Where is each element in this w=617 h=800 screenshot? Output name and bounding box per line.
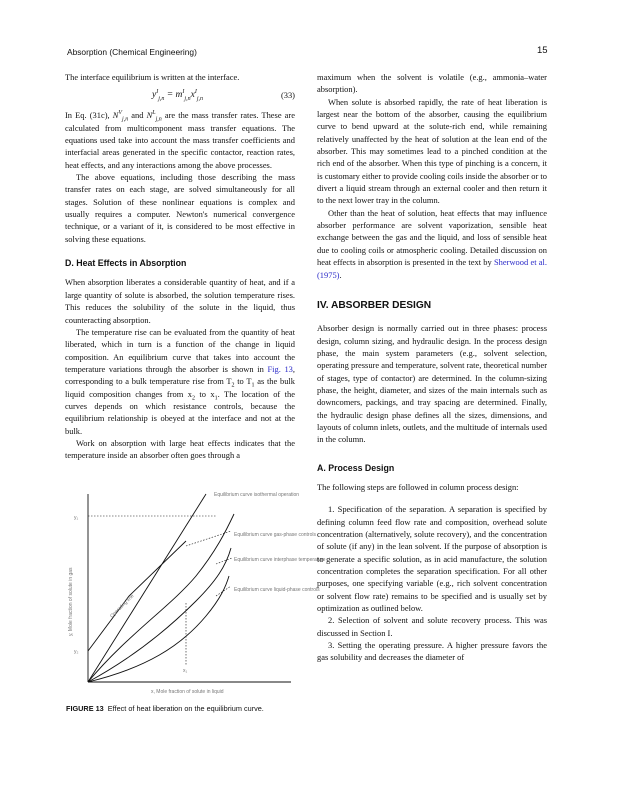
step-2: 2. Selection of solvent and solute recovery process. This was discussed in Section I.	[317, 615, 547, 638]
figure-13-diagram	[66, 486, 326, 696]
step-1: 1. Specification of the separation. A separation is specified by defining column feed flow rate and composition, overhead solute concentration (alternatively, solute recovery), and the concentration of solute (if any) in the lean solvent. If the purpose of absorption is to generate a specific solution, as in acid manufacture, the solution concentration completes the separation specification. For all other purposes, one specifying variable (e.g., rich solvent concentration or solvent flow rate) remains to be specified and is usually set by optimization as outlined below.	[317, 504, 547, 614]
isothermal-curve	[88, 494, 206, 682]
sherwood-reference-link[interactable]: Sherwood et al. (1975)	[317, 257, 547, 280]
equation-33: $y^I_{j,n} = m^I_{j,n}x^I_{j,n}$ (33)	[152, 89, 295, 103]
para4-e: to x	[194, 388, 215, 399]
y1-tick: y₁	[74, 515, 79, 521]
para3: When absorption liberates a considerable quantity of heat, and if a large quantity of solute is absorbed, the solution temperature rises. This reduces the solubility of the solute in the liquid, thus counteracting absorption.	[65, 277, 295, 325]
intro-text: The interface equilibrium is written at the interface.	[65, 72, 240, 82]
label-interphase: Equilibrium curve interphase temperature	[234, 557, 326, 563]
y-axis-label: y, Mole fraction of solute in gas	[68, 567, 74, 636]
liquid-phase-curve	[88, 576, 229, 682]
left-column: The interface equilibrium is written at the interface. $y^I_{j,n} = m^I_{j,n}x^I_{j,n}$ (33) In Eq. (31c), $N^V_{j,n}$ and $N^L_{j,n}$ are the mass transfer rates. These are calculated from multicomponent mass transfer equations. The equations used take into account the mass transfer coefficients and interfacial areas generated in the specific contactor, reaction rates, heat effects, and any interactions among the above processes. The above equations, including those describing the mass transfer rates on each stage, are solved simultaneously for all stages. Solution of these nonlinear equations is complex and usually requires a computer. Newton's numerical convergence technique, or a variant of it, is considered to be most effective in solving these equations. D. Heat Effects in Absorption When absorption liberates a considerable quantity of heat, and if a large quantity of solute is absorbed, the solution temperature rises. This reduces the solubility of the solute in the liquid, thus counteracting absorption. The temperature rise can be evaluated from the quantity of heat liberated, which in turn is a function of the change in liquid composition. An equilibrium curve that takes into account the temperature variations through the absorber is shown in Fig. 13, corresponding to a bulk temperature rise from $T_2$ to $T_1$ as the bulk liquid composition changes from $x_2$ to $x_1$. The location of the curves depends on which resistance controls, because the equilibrium relationship is obeyed at the interface and not at the bulk. Work on absorption with large heat effects indicates that the temperature inside an absorber often goes through a	[65, 72, 295, 461]
r-para3-b: .	[339, 269, 342, 280]
running-title: Absorption (Chemical Engineering)	[67, 47, 197, 57]
right-column	[317, 71, 547, 664]
para2: The above equations, including those describing the mass transfer rates on each stage, are solved simultaneously for all stages. Solution of these nonlinear equations is complex and usually requires a computer. Newton's numerical convergence technique, or a variant of it, is considered to be most effective in solving these equations.	[65, 172, 295, 244]
label-isothermal: Equilibrium curve isothermal operation	[214, 492, 300, 498]
r-para4: Absorber design is normally carried out in three phases: process design, column sizing, and hydraulic design. In the process design phase, the main system parameters (e.g., solvent selection, operating pressure and temperature, solvent rate, theoretical number of stages, type of contactor) are determined. In the column-sizing phase, the height, diameter, and sizes of the main internals such as downcomers, packings, and tray spacing are determined. Finally, the hydraulic design phase defines all the sizes, dimensions, and layouts of column inlets, outlets, and the multitude of internals used in the column.	[317, 323, 547, 445]
label-operating-line: Operating line	[109, 593, 136, 620]
para4-f: . The location of the curves depends on which resistance controls, because the equilibrium relationship is obeyed at the interface and not at the bulk.	[65, 388, 295, 436]
r-para3-a: Other than the heat of solution, heat effects that may influence absorber performance are solvent vaporization, sensible heat exchange between the gas and the liquid, and loss of sensible heat due to cooling coils or atmospheric cooling. Detailed discussion on heat effects in absorption is presented in the text by	[317, 207, 547, 268]
para1-start: In Eq. (31c),	[65, 110, 113, 121]
figure-13-caption	[66, 704, 264, 713]
section-d-heading: D. Heat Effects in Absorption	[65, 258, 187, 269]
para4-c: to T	[234, 376, 252, 387]
x1-tick: x₁	[183, 668, 188, 674]
para4-d: as the bulk liquid composition changes from x	[65, 376, 295, 399]
caption-text: Effect of heat liberation on the equilibrium curve.	[107, 704, 264, 713]
para1-rest: are the mass transfer rates. These are calculated from multicomponent mass transfer equations. The equations used take into account the mass transfer coefficients and interfacial areas generated in the specific contactor, reaction rates, heat effects, and any interactions among the above processes.	[65, 110, 295, 170]
r-para1: maximum when the solvent is volatile (e.g., ammonia–water absorption).	[317, 72, 547, 95]
r-para5: The following steps are followed in column process design:	[317, 481, 519, 492]
equation-label: (33)	[280, 90, 295, 101]
operating-line	[88, 541, 186, 651]
para5: Work on absorption with large heat effects indicates that the temperature inside an absorber often goes through a	[65, 437, 295, 461]
section-a-heading: A. Process Design	[317, 462, 395, 473]
gas-phase-curve	[88, 514, 234, 682]
section-iv-heading: IV. ABSORBER DESIGN	[317, 299, 432, 311]
caption-label: FIGURE 13	[66, 704, 104, 713]
step-3: 3. Setting the operating pressure. A higher pressure favors the gas solubility and decreases the diameter of	[317, 640, 547, 663]
para4-a: The temperature rise can be evaluated from the quantity of heat liberated, which in turn is a function of the change in liquid composition. An equilibrium curve that takes into account the temperature variations through the absorber is shown in	[65, 326, 295, 374]
label-gas-phase: Equilibrium curve gas-phase controls	[234, 532, 316, 538]
r-para2: When solute is absorbed rapidly, the rate of heat liberation is largest near the bottom of the absorber, causing the equilibrium curve to bend upward at the solute-rich end, while remaining relatively unaffected by the heat of solution at the lean end of the absorber. This may sometimes lead to a pinched condition at the rich end of the absorber. When this type of pinching is a concern, it is customary either to provide cooling coils inside the absorber or to divert a liquid stream through an external cooler and then return it to the next lower tray in the column.	[317, 96, 547, 206]
fig-13-link[interactable]: Fig. 13	[267, 363, 293, 374]
label-liquid-phase: Equilibrium curve liquid-phase controls	[234, 587, 320, 593]
para4-b: , corresponding to a bulk temperature rise from T	[65, 363, 295, 387]
page-number: 15	[537, 45, 548, 56]
y2-tick: y₂	[74, 649, 79, 655]
x-axis-label: x, Mole fraction of solute in liquid	[151, 689, 224, 695]
